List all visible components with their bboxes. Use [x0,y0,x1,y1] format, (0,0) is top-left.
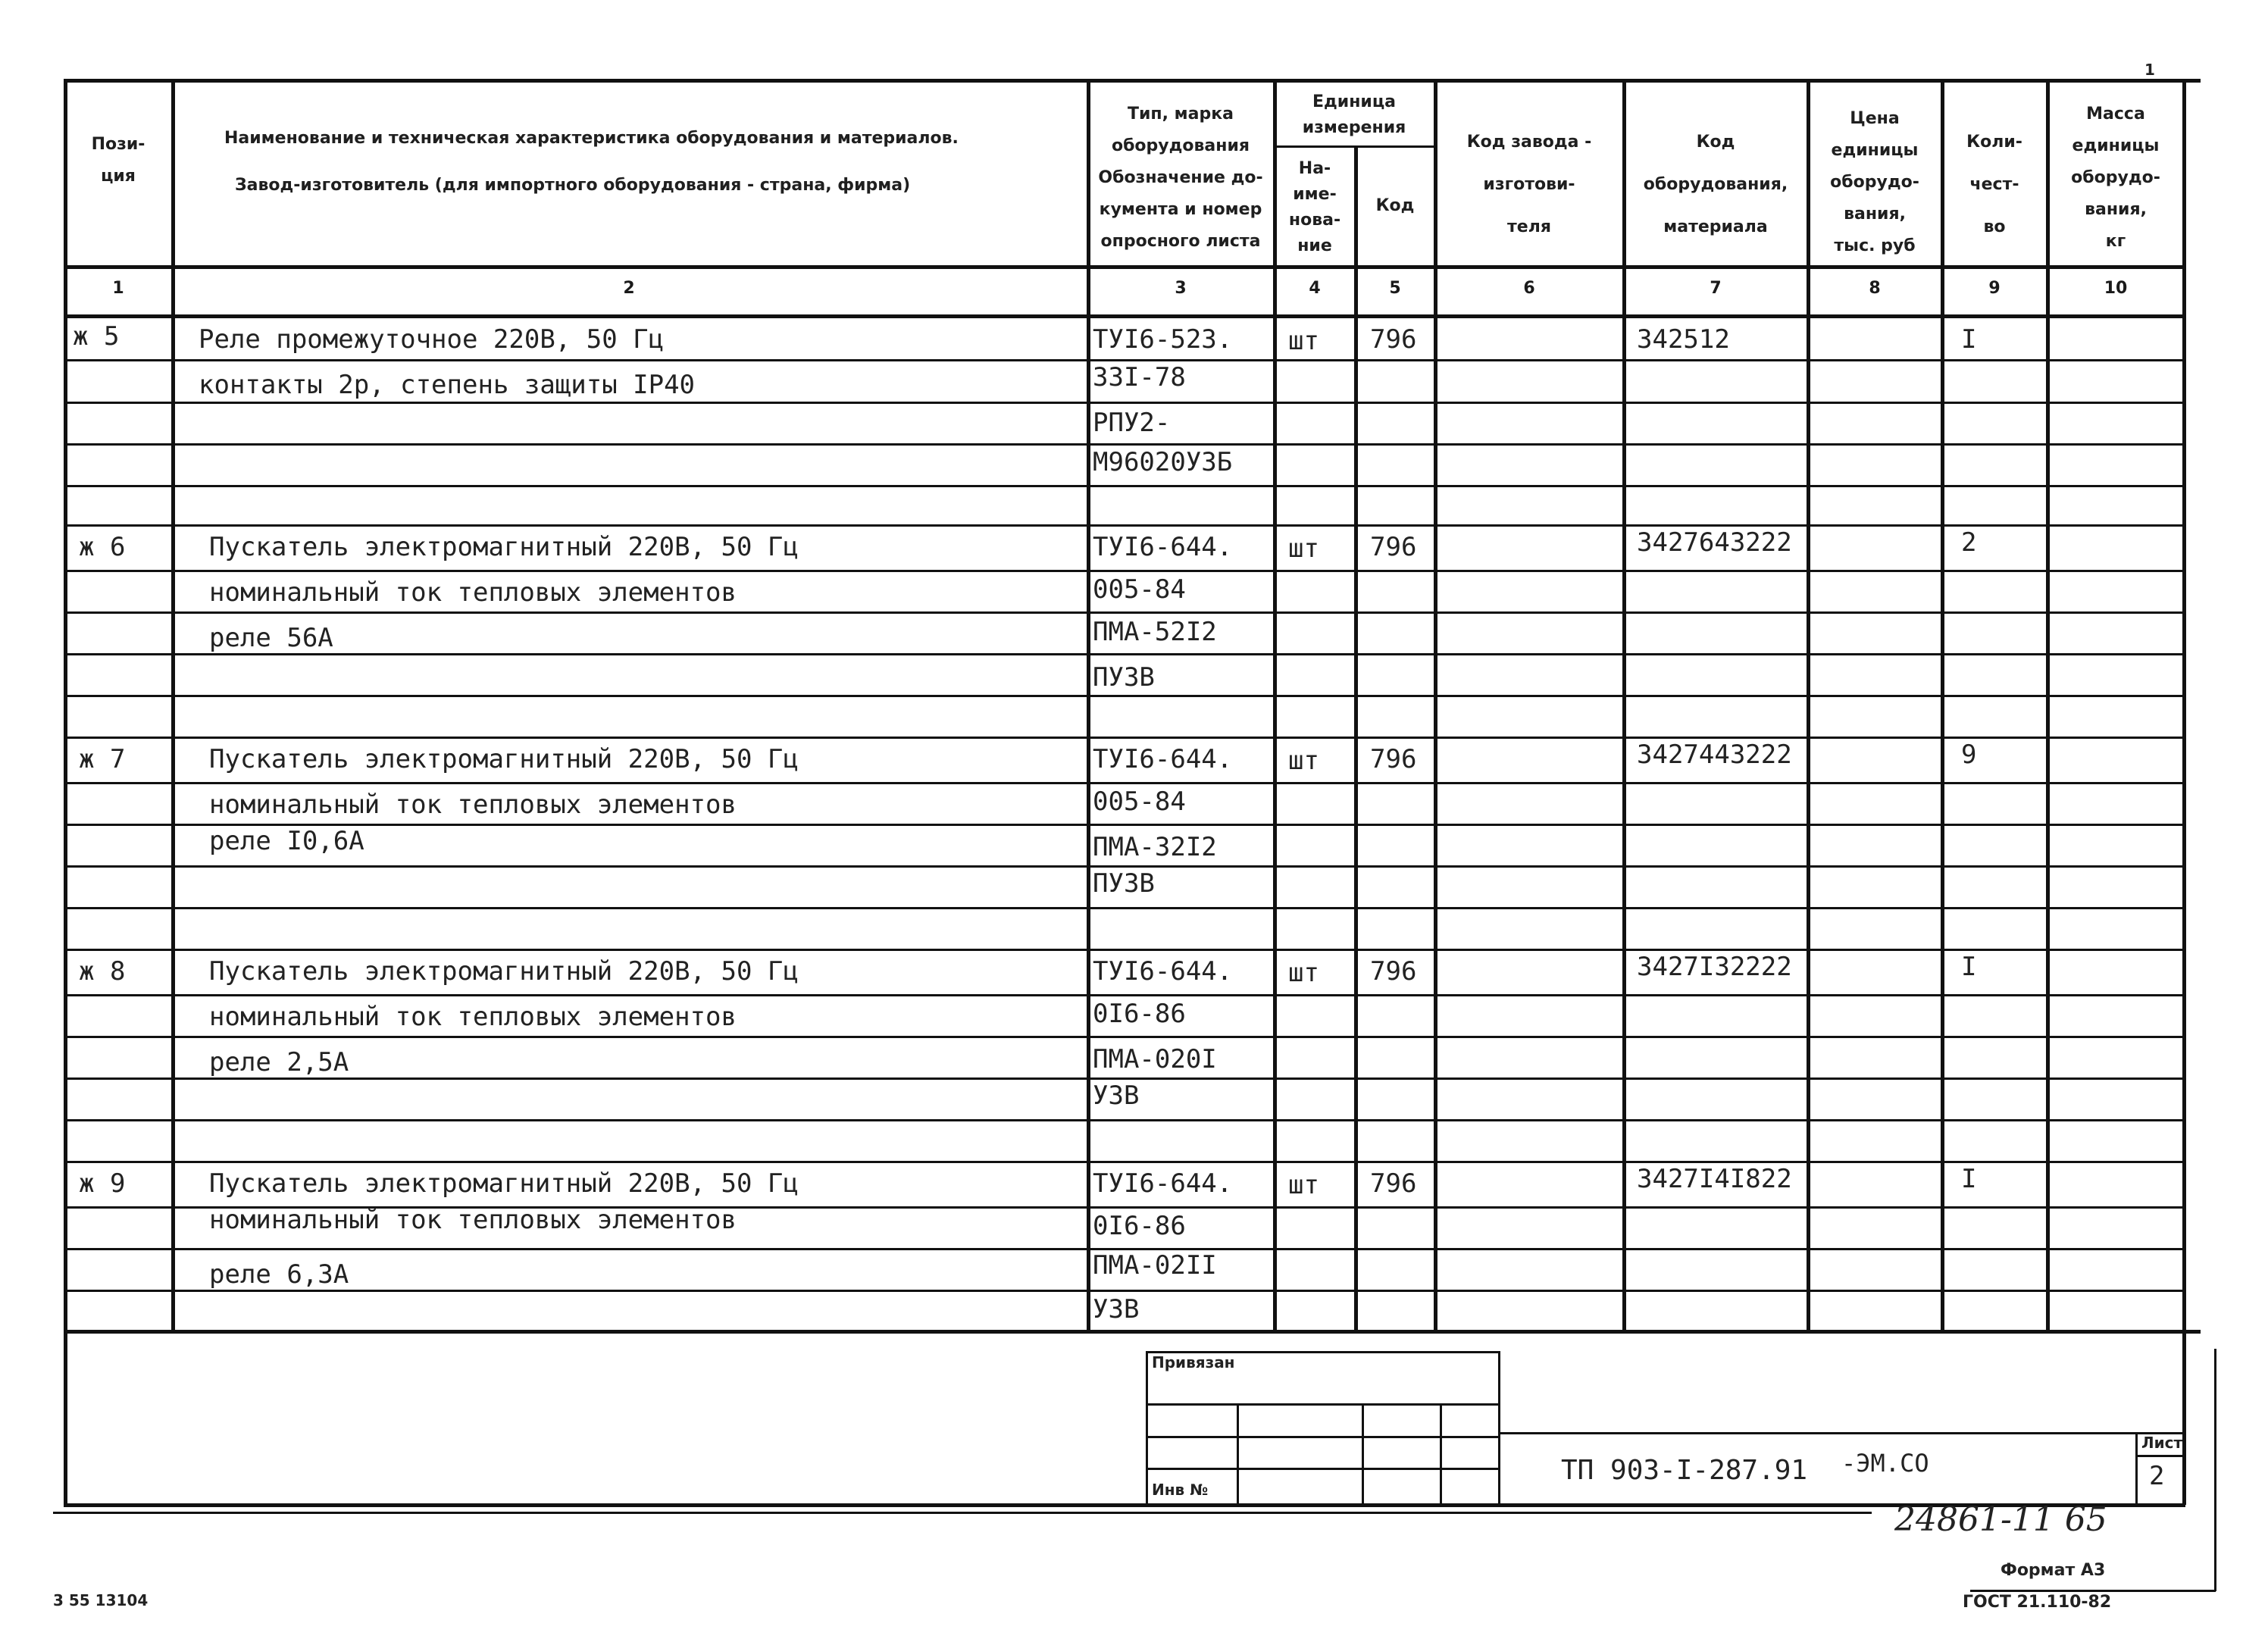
row-description: реле 6,3А [209,1259,349,1290]
column-number: 7 [1710,279,1722,298]
row-type: ПМА-52I2 [1093,617,1217,647]
row-unit: шт [1288,746,1319,776]
header-quantity: Коли- чест- во [1966,133,2022,236]
column-number: 4 [1309,279,1321,298]
row-description: реле 2,5А [209,1047,349,1077]
row-type: ПМА-020I [1093,1044,1217,1074]
row-unit-code: 796 [1370,956,1417,987]
row-position: ж 7 [79,744,126,774]
handwritten-number: 24861-11 65 [1894,1500,2107,1539]
row-position: ж 8 [79,956,126,987]
document-suffix: -ЭМ.СО [1841,1449,1929,1478]
row-description: номинальный ток тепловых элементов [209,790,737,820]
row-type: ПМА-02II [1093,1250,1217,1281]
row-description: номинальный ток тепловых элементов [209,1002,737,1032]
row-type: У3В [1093,1081,1140,1111]
sheet-label: Лист [2141,1434,2183,1452]
row-quantity: 9 [1961,740,1977,770]
row-description: номинальный ток тепловых элементов [209,577,737,608]
column-number: 6 [1523,279,1535,298]
row-equip-code: 3427I32222 [1637,952,1792,982]
row-type: У3В [1093,1294,1140,1325]
row-type: ТУI6-644. [1093,956,1233,987]
row-description: номинальный ток тепловых элементов [209,1205,737,1235]
row-unit-code: 796 [1370,532,1417,562]
row-unit-code: 796 [1370,1168,1417,1199]
row-position: ж 6 [79,532,126,562]
row-type: М96020У3Б [1093,447,1233,477]
header-mass: Масса единицы оборудо- вания, кг [2071,105,2160,251]
header-position: Пози- ция [91,135,145,186]
column-number: 3 [1175,279,1187,298]
column-number: 1 [112,279,124,298]
row-unit: шт [1288,533,1319,564]
row-type: ПУ3В [1093,662,1155,693]
row-unit-code: 796 [1370,744,1417,774]
row-type: ТУI6-523. [1093,324,1233,355]
row-unit: шт [1288,1170,1319,1200]
row-quantity: I [1961,324,1977,355]
row-type: ТУI6-644. [1093,744,1233,774]
row-description: Пускатель электромагнитный 220В, 50 Гц [209,1168,799,1199]
column-number: 10 [2104,279,2128,298]
row-equip-code: 3427643222 [1637,527,1792,558]
column-number: 9 [1988,279,2001,298]
header-price: Цена единицы оборудо- вания, тыс. руб [1830,109,1919,255]
header-unit-code: Код [1375,196,1415,215]
format-label: Формат А3 [2001,1561,2106,1580]
row-position: ж 9 [79,1168,126,1199]
row-description: контакты 2р, степень защиты IP40 [199,370,696,400]
row-unit-code: 796 [1370,324,1417,355]
row-type: 005-84 [1093,574,1186,605]
page-marker: 1 [2144,61,2155,79]
inventory-label: Инв № [1152,1481,1209,1499]
row-equip-code: 3427I4I822 [1637,1164,1792,1194]
corner-code: 3 55 13104 [53,1591,149,1609]
row-description: реле 56А [209,623,333,653]
row-type: РПУ2- [1093,408,1171,438]
row-description: Реле промежуточное 220В, 50 Гц [199,324,665,355]
row-type: 0I6-86 [1093,999,1186,1029]
column-number: 5 [1389,279,1401,298]
row-type: 33I-78 [1093,362,1186,393]
row-unit: шт [1288,326,1319,356]
row-type: ТУI6-644. [1093,532,1233,562]
row-type: ПУ3В [1093,868,1155,899]
header-equip-code: Код оборудования, материала [1643,133,1788,236]
row-description: Пускатель электромагнитный 220В, 50 Гц [209,532,799,562]
bound-label: Привязан [1152,1353,1235,1371]
row-type: 0I6-86 [1093,1211,1186,1241]
header-unit-group: Единица измерения [1302,92,1406,137]
row-description: Пускатель электромагнитный 220В, 50 Гц [209,956,799,987]
document-code: ТП 903-I-287.91 [1561,1455,1808,1486]
row-quantity: 2 [1961,527,1977,558]
row-unit: шт [1288,958,1319,988]
column-number: 2 [623,279,635,298]
row-quantity: I [1961,952,1977,982]
row-type: 005-84 [1093,787,1186,817]
row-position: ж 5 [73,321,120,352]
header-type: Тип, марка оборудования Обозначение до- кумента и номер опросного листа [1098,105,1263,251]
row-description: реле I0,6А [209,826,364,856]
row-type: ТУI6-644. [1093,1168,1233,1199]
row-equip-code: 3427443222 [1637,740,1792,770]
sheet-number: 2 [2149,1461,2165,1491]
gost-label: ГОСТ 21.110-82 [1963,1593,2112,1612]
header-unit-name: На- име- нова- ние [1288,159,1341,255]
header-maker-code: Код завода - изготови- теля [1466,133,1592,236]
row-type: ПМА-32I2 [1093,832,1217,862]
header-name-line2: Завод-изготовитель (для импортного оборудования - страна, фирма) [235,176,911,195]
header-name-line1: Наименование и техническая характеристика оборудования и материалов. [224,129,959,148]
column-number: 8 [1869,279,1881,298]
row-quantity: I [1961,1164,1977,1194]
row-equip-code: 342512 [1637,324,1730,355]
row-description: Пускатель электромагнитный 220В, 50 Гц [209,744,799,774]
